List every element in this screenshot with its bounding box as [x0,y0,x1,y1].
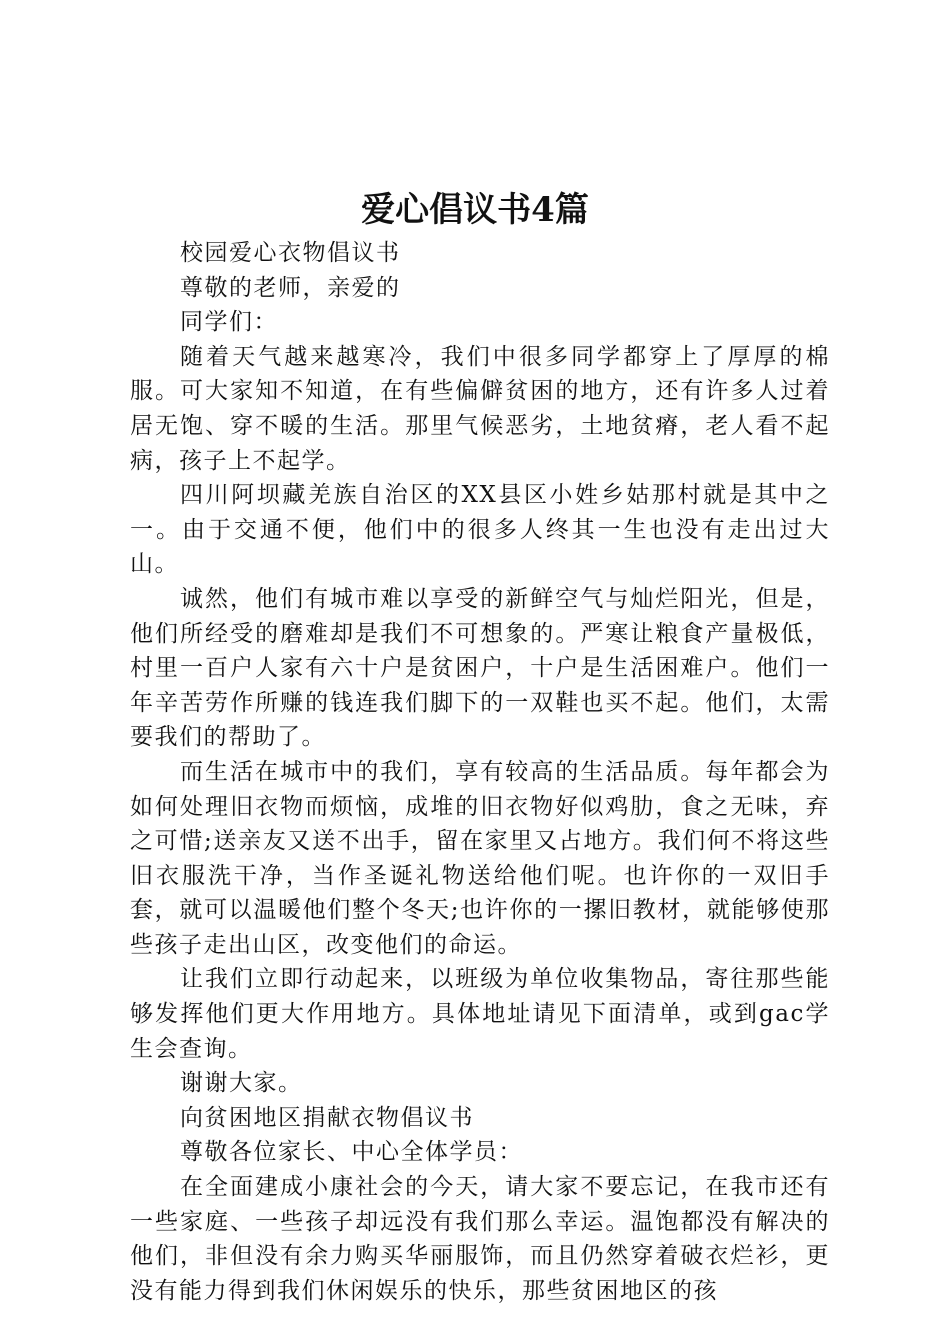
document-body [130,236,830,1308]
paragraph: 而生活在城市中的我们，享有较高的生活品质。每年都会为如何处理旧衣物而烦恼，成堆的旧衣物好似鸡肋，食之无味，弃之可惜;送亲友又送不出手，留在家里又占地方。我们何不将这些旧衣服洗干净，当作圣诞礼物送给他们呢。也许你的一双旧手套，就可以温暖他们整个冬天;也许你的一摞旧教材，就能够使那些孩子走出山区，改变他们的命运。 [130,758,830,958]
salutation-line-1: 尊敬的老师，亲爱的 [180,274,401,301]
paragraph: 让我们立即行动起来，以班级为单位收集物品，寄往那些能够发挥他们更大作用地方。具体地址请见下面清单，或到gac学生会查询。 [130,966,830,1062]
document-title: 爱心倡议书4篇 [361,190,589,230]
closing-thanks: 谢谢大家。 [180,1070,303,1097]
paragraph: 随着天气越来越寒冷，我们中很多同学都穿上了厚厚的棉服。可大家知不知道，在有些偏僻贫困的地方，还有许多人过着居无饱、穿不暖的生活。那里气候恶劣，土地贫瘠，老人看不起病，孩子上不起学。 [130,343,830,474]
paragraph: 在全面建成小康社会的今天，请大家不要忘记，在我市还有一些家庭、一些孩子却远没有我们那么幸运。温饱都没有解决的他们，非但没有余力购买华丽服饰，而且仍然穿着破衣烂衫，更没有能力得到我们休闲娱乐的快乐，那些贫困地区的孩 [130,1174,830,1304]
heading-campus-clothing-proposal: 校园爱心衣物倡议书 [180,240,401,266]
heading-poverty-donation-proposal: 向贫困地区捐献衣物倡议书 [180,1104,474,1131]
paragraph: 诚然，他们有城市难以享受的新鲜空气与灿烂阳光，但是，他们所经受的磨难却是我们不可想象的。严寒让粮食产量极低，村里一百户人家有六十户是贫困户，十户是生活困难户。他们一年辛苦劳作所赚的钱连我们脚下的一双鞋也买不起。他们，太需要我们的帮助了。 [130,585,830,751]
salutation-line-2: 同学们： [180,309,278,336]
salutation-parents-students: 尊敬各位家长、中心全体学员： [180,1139,523,1166]
paragraph: 四川阿坝藏羌族自治区的XX县区小姓乡姑那村就是其中之一。由于交通不便，他们中的很多人终其一生也没有走出过大山。 [130,482,830,578]
